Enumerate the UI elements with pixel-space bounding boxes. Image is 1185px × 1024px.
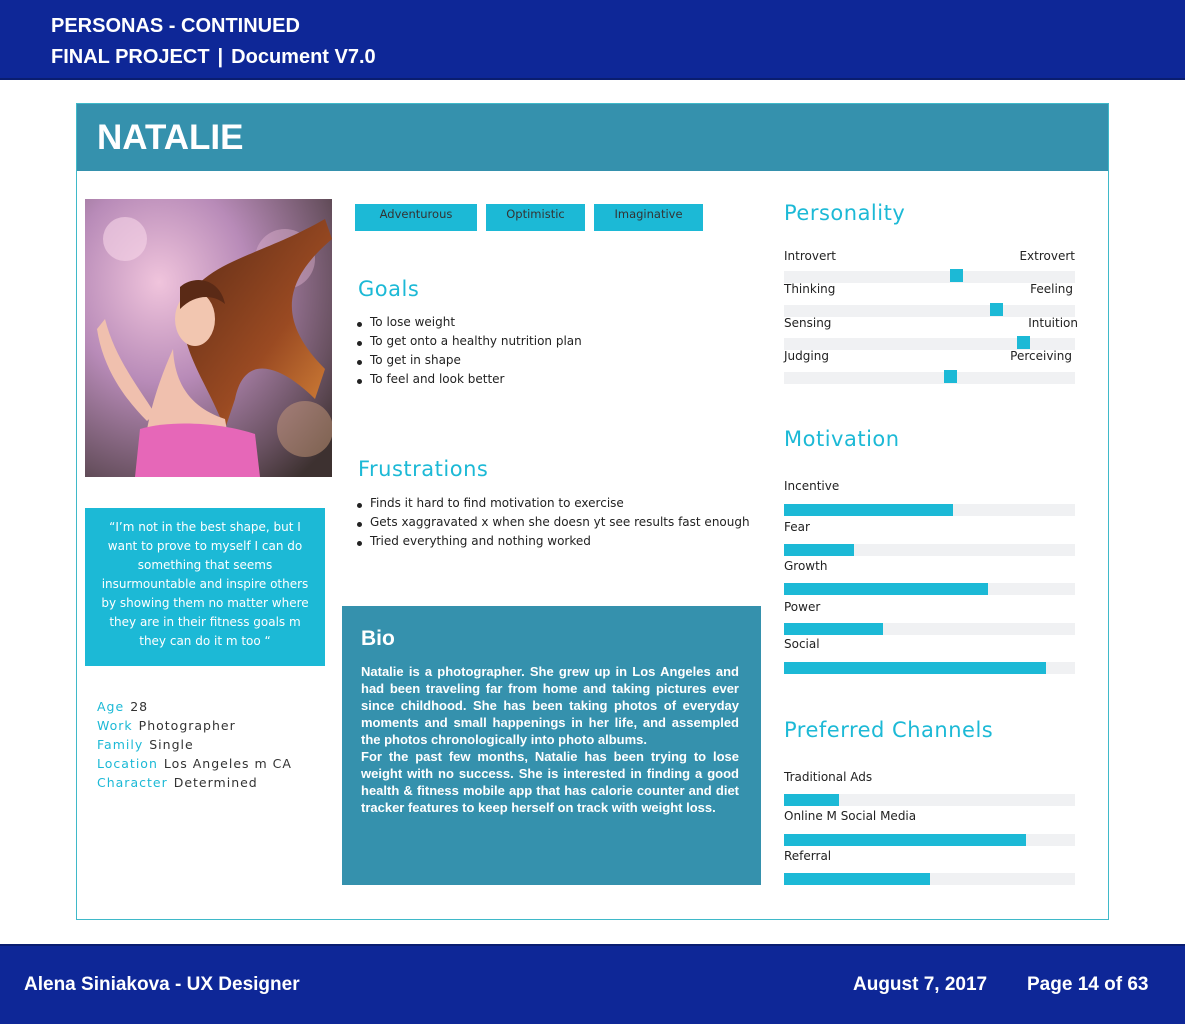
bar-fill — [784, 544, 854, 556]
frustration-text: Tried everything and nothing worked — [370, 534, 591, 548]
section-title: PERSONAS - CONTINUED — [51, 15, 300, 37]
footer-author: Alena Siniakova - UX Designer — [24, 974, 300, 995]
persona-name: NATALIE — [97, 118, 244, 157]
bio-panel — [342, 606, 761, 885]
persona-photo — [85, 199, 332, 477]
frustrations-title: Frustrations — [358, 457, 489, 481]
frustrations-list — [357, 494, 750, 551]
motivation-bar — [784, 544, 1075, 556]
separator: | — [217, 46, 224, 68]
top-banner — [0, 0, 1185, 80]
bullet-icon — [357, 360, 362, 365]
fact-row — [97, 716, 292, 735]
channel-bar — [784, 834, 1075, 846]
fact-row — [97, 735, 292, 754]
fact-value: Single — [149, 737, 194, 752]
trait-right: Perceiving — [1010, 349, 1072, 363]
trait-slider — [784, 372, 1075, 384]
bar-fill — [784, 583, 988, 595]
bio-text — [361, 663, 739, 816]
goal-text: To lose weight — [370, 315, 456, 329]
footer-date: August 7, 2017 — [853, 974, 988, 995]
bullet-icon — [357, 341, 362, 346]
fact-key: Character — [97, 775, 168, 790]
list-item — [357, 370, 582, 389]
trait-left: Judging — [784, 349, 829, 363]
bio-paragraph-2: For the past few months, Natalie has been trying to lose weight with no success. She is interested in finding a good health & fitness mobile app that has calorie counter and diet tracker features to keep herself on track with weight loss. — [361, 749, 739, 815]
motivation-bar — [784, 583, 1075, 595]
personality-title: Personality — [784, 201, 906, 225]
bar-fill — [784, 662, 1046, 674]
fact-key: Family — [97, 737, 144, 752]
quote-text: “I’m not in the best shape, but I want to prove to myself I can do something that seems insurmountable and inspire others by showing them no matter where they are in their fitness goals m they can do it m too “ — [101, 520, 309, 648]
footer-page: Page 14 of 63 — [1027, 974, 1149, 995]
bio-paragraph-1: Natalie is a photographer. She grew up in Los Angeles and had been traveling far from home and taking pictures ever since childhood. She has been taking photos of everyday moments and small happenings in her life, and assempled the photos chronologically into photo albums. — [361, 664, 739, 747]
list-item — [357, 351, 582, 370]
goal-text: To get in shape — [370, 353, 461, 367]
trait-right: Feeling — [1030, 282, 1073, 296]
tag-optimistic: Optimistic — [486, 204, 585, 231]
channel-bar — [784, 794, 1075, 806]
trait-left: Introvert — [784, 249, 836, 263]
list-item — [357, 494, 750, 513]
project-label: FINAL PROJECT — [51, 46, 210, 68]
channel-label: Online M Social Media — [784, 809, 917, 823]
trait-marker — [950, 269, 963, 282]
fact-row — [97, 773, 292, 792]
bar-fill — [784, 794, 839, 806]
motivation-label: Power — [784, 600, 821, 614]
fact-key: Age — [97, 699, 125, 714]
frustration-text: Finds it hard to find motivation to exercise — [370, 496, 624, 510]
list-item — [357, 532, 750, 551]
goal-text: To get onto a healthy nutrition plan — [370, 334, 582, 348]
bullet-icon — [357, 522, 362, 527]
bar-fill — [784, 504, 953, 516]
goals-list — [357, 313, 582, 389]
fact-row — [97, 754, 292, 773]
trait-right: Extrovert — [1019, 249, 1075, 263]
motivation-label: Growth — [784, 559, 828, 573]
trait-marker — [944, 370, 957, 383]
fact-value: Determined — [173, 775, 258, 790]
trait-left: Sensing — [784, 316, 832, 330]
goal-text: To feel and look better — [370, 372, 505, 386]
bullet-icon — [357, 322, 362, 327]
goals-title: Goals — [358, 277, 420, 301]
persona-facts — [97, 697, 292, 792]
channels-title: Preferred Channels — [784, 718, 994, 742]
motivation-label: Social — [784, 637, 820, 651]
bar-fill — [784, 623, 883, 635]
motivation-bar — [784, 662, 1075, 674]
footer-banner — [0, 944, 1185, 1024]
persona-header — [77, 104, 1108, 171]
channel-label: Referral — [784, 849, 832, 863]
fact-value: Los Angeles m CA — [163, 756, 292, 771]
trait-right: Intuition — [1028, 316, 1078, 330]
document-version: Document V7.0 — [231, 46, 376, 68]
motivation-bar — [784, 623, 1075, 635]
bullet-icon — [357, 379, 362, 384]
trait-marker — [1017, 336, 1030, 349]
motivation-label: Incentive — [784, 479, 840, 493]
list-item — [357, 313, 582, 332]
bar-fill — [784, 834, 1026, 846]
motivation-bar — [784, 504, 1075, 516]
fact-value: Photographer — [138, 718, 236, 733]
bio-title: Bio — [361, 627, 395, 650]
channel-bar — [784, 873, 1075, 885]
list-item — [357, 332, 582, 351]
fact-value: 28 — [130, 699, 149, 714]
motivation-label: Fear — [784, 520, 810, 534]
trait-left: Thinking — [784, 282, 836, 296]
trait-marker — [990, 303, 1003, 316]
fact-row — [97, 697, 292, 716]
tag-imaginative: Imaginative — [594, 204, 703, 231]
bullet-icon — [357, 503, 362, 508]
fact-key: Work — [97, 718, 133, 733]
project-line — [51, 46, 376, 69]
channel-label: Traditional Ads — [784, 770, 873, 784]
list-item — [357, 513, 750, 532]
motivation-title: Motivation — [784, 427, 900, 451]
fact-key: Location — [97, 756, 158, 771]
bar-fill — [784, 873, 930, 885]
persona-quote — [85, 508, 325, 666]
frustration-text: Gets xaggravated x when she doesn yt see results fast enough — [370, 515, 750, 529]
bullet-icon — [357, 541, 362, 546]
tag-adventurous: Adventurous — [355, 204, 477, 231]
